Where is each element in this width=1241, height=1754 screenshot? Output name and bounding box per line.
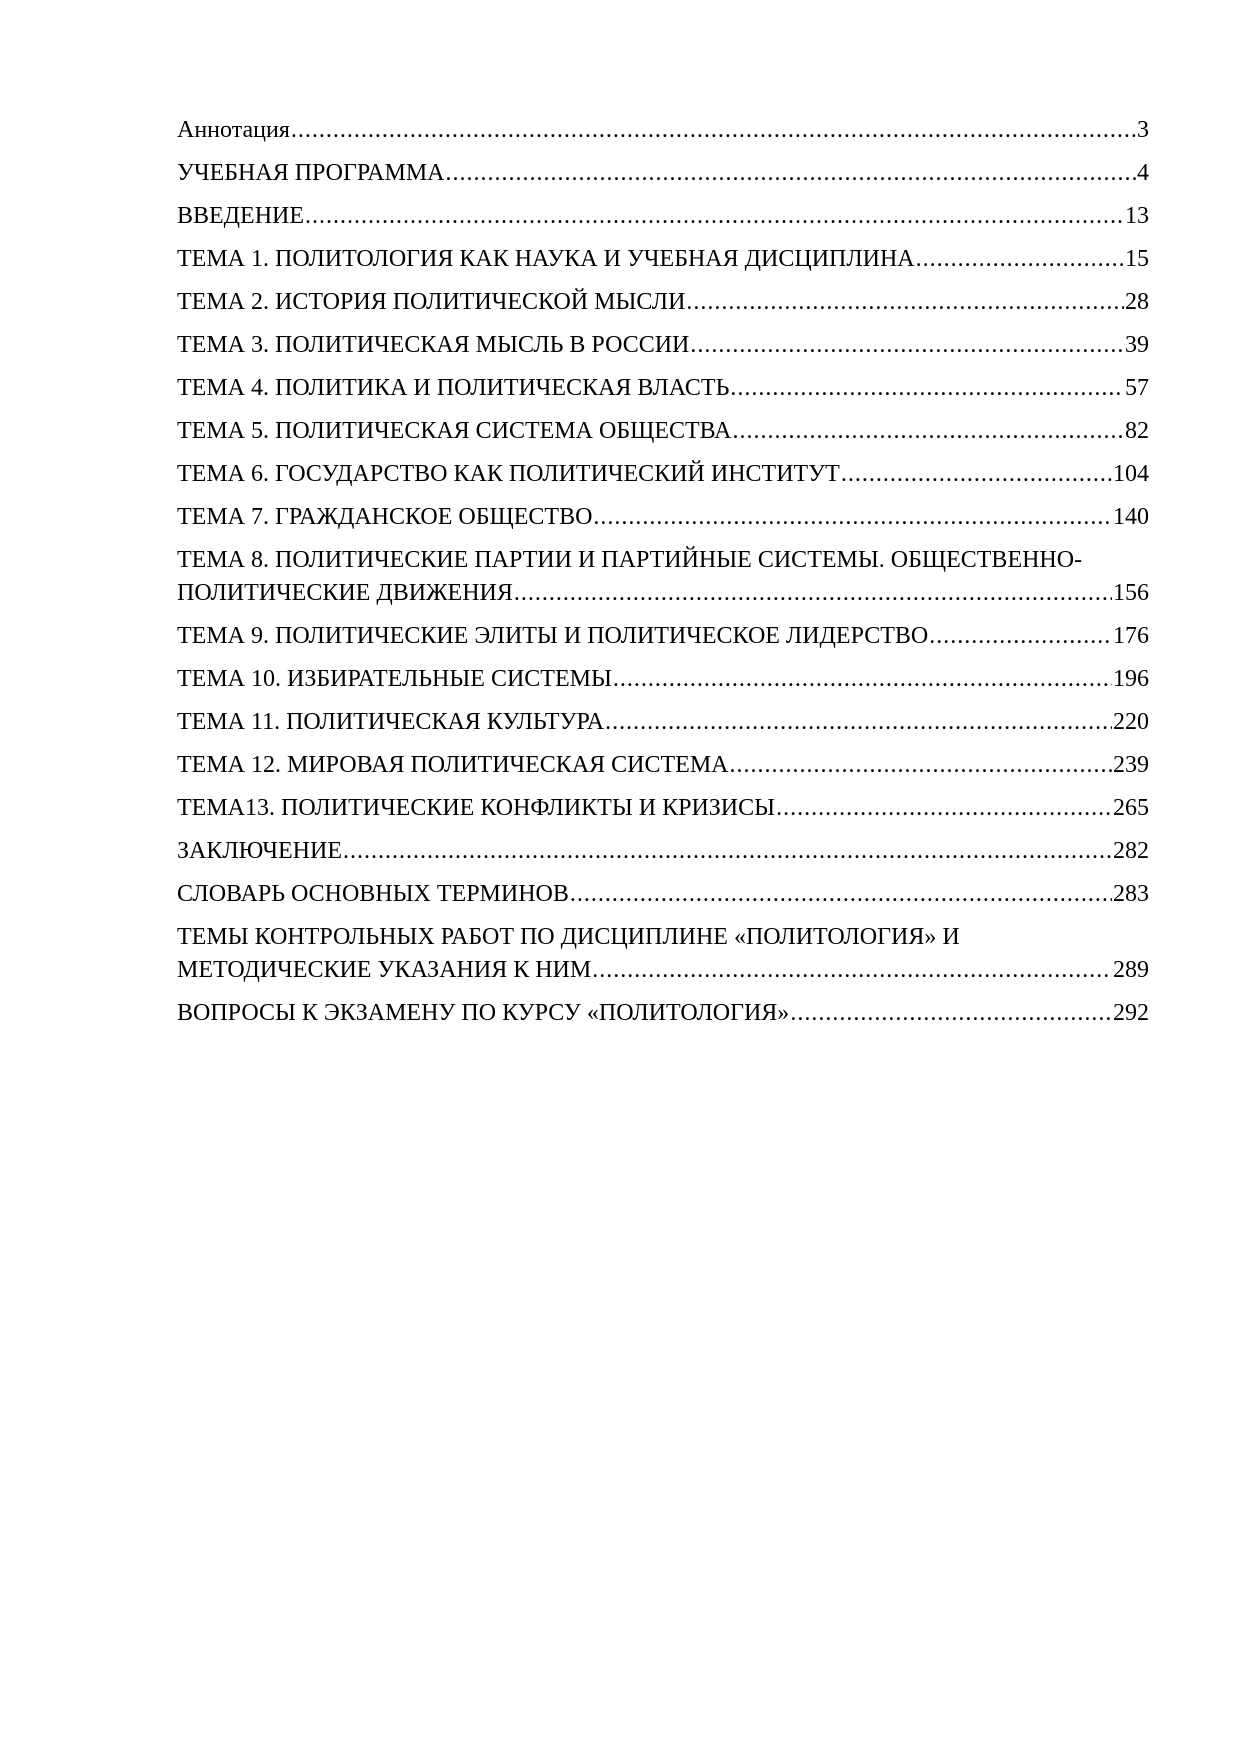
toc-entry-page: 13 xyxy=(1125,203,1149,229)
toc-entry-page: 156 xyxy=(1113,580,1149,606)
toc-dot-leader xyxy=(730,749,1113,782)
toc-entry-conclusion[interactable] xyxy=(177,835,1149,868)
toc-entry-title: ТЕМА 12. МИРОВАЯ ПОЛИТИЧЕСКАЯ СИСТЕМА xyxy=(177,752,729,778)
toc-entry-title: ВВЕДЕНИЕ xyxy=(177,203,305,229)
toc-entry-title: ТЕМА 6. ГОСУДАРСТВО КАК ПОЛИТИЧЕСКИЙ ИНСТИТУТ xyxy=(177,461,840,487)
toc-entry-page: 140 xyxy=(1113,504,1149,530)
toc-entry-annotation[interactable] xyxy=(177,114,1149,147)
toc-entry-topic-12[interactable] xyxy=(177,749,1149,782)
toc-entry-exam-questions[interactable] xyxy=(177,997,1149,1030)
toc-entry-topic-1[interactable] xyxy=(177,243,1149,276)
toc-entry-page: 282 xyxy=(1113,838,1149,864)
toc-entry-topic-10[interactable] xyxy=(177,663,1149,696)
toc-entry-page: 39 xyxy=(1125,332,1149,358)
toc-entry-page: 283 xyxy=(1113,881,1149,907)
toc-entry-page: 4 xyxy=(1137,160,1149,186)
toc-entry-page: 3 xyxy=(1137,117,1149,143)
toc-dot-leader xyxy=(343,835,1112,868)
toc-entry-topic-5[interactable] xyxy=(177,415,1149,448)
toc-entry-title: ТЕМА 1. ПОЛИТОЛОГИЯ КАК НАУКА И УЧЕБНАЯ ДИСЦИПЛИНА xyxy=(177,246,915,272)
toc-entry-control-works[interactable] xyxy=(177,921,1149,987)
toc-entry-page: 15 xyxy=(1125,246,1149,272)
toc-entry-program[interactable] xyxy=(177,157,1149,190)
toc-entry-topic-4[interactable] xyxy=(177,372,1149,405)
toc-dot-leader xyxy=(291,114,1136,147)
toc-entry-title: МЕТОДИЧЕСКИЕ УКАЗАНИЯ К НИМ xyxy=(177,957,592,983)
toc-entry-title: ТЕМА 10. ИЗБИРАТЕЛЬНЫЕ СИСТЕМЫ xyxy=(177,666,612,692)
toc-entry-title: Аннотация xyxy=(177,117,290,143)
toc-entry-title: ЗАКЛЮЧЕНИЕ xyxy=(177,838,342,864)
toc-dot-leader xyxy=(593,501,1112,534)
toc-entry-title-line-1: ТЕМА 8. ПОЛИТИЧЕСКИЕ ПАРТИИ И ПАРТИЙНЫЕ СИСТЕМЫ. ОБЩЕСТВЕННО- xyxy=(177,547,1083,573)
toc-entry-title: ТЕМА 3. ПОЛИТИЧЕСКАЯ МЫСЛЬ В РОССИИ xyxy=(177,332,690,358)
toc-dot-leader xyxy=(776,792,1112,825)
toc-entry-page: 176 xyxy=(1113,623,1149,649)
toc-dot-leader xyxy=(592,954,1112,987)
toc-entry-title: ПОЛИТИЧЕСКИЕ ДВИЖЕНИЯ xyxy=(177,580,513,606)
toc-dot-leader xyxy=(730,372,1124,405)
toc-entry-title: ТЕМА 4. ПОЛИТИКА И ПОЛИТИЧЕСКАЯ ВЛАСТЬ xyxy=(177,375,730,401)
toc-entry-topic-7[interactable] xyxy=(177,501,1149,534)
toc-entry-title-line-1: ТЕМЫ КОНТРОЛЬНЫХ РАБОТ ПО ДИСЦИПЛИНЕ «ПОЛИТОЛОГИЯ» И xyxy=(177,924,960,950)
toc-dot-leader xyxy=(790,997,1112,1030)
toc-entry-topic-8[interactable] xyxy=(177,544,1149,610)
toc-entry-topic-9[interactable] xyxy=(177,620,1149,653)
toc-dot-leader xyxy=(305,200,1124,233)
toc-dot-leader xyxy=(841,458,1112,491)
toc-entry-page: 28 xyxy=(1125,289,1149,315)
toc-entry-page: 57 xyxy=(1125,375,1149,401)
toc-entry-glossary[interactable] xyxy=(177,878,1149,911)
toc-dot-leader xyxy=(446,157,1136,190)
toc-entry-topic-3[interactable] xyxy=(177,329,1149,362)
toc-entry-title: ТЕМА 7. ГРАЖДАНСКОЕ ОБЩЕСТВО xyxy=(177,504,593,530)
toc-entry-title: ТЕМА 11. ПОЛИТИЧЕСКАЯ КУЛЬТУРА xyxy=(177,709,605,735)
toc-entry-title: ТЕМА13. ПОЛИТИЧЕСКИЕ КОНФЛИКТЫ И КРИЗИСЫ xyxy=(177,795,776,821)
toc-dot-leader xyxy=(686,286,1124,319)
toc-entry-topic-2[interactable] xyxy=(177,286,1149,319)
toc-entry-topic-13[interactable] xyxy=(177,792,1149,825)
toc-dot-leader xyxy=(733,415,1125,448)
toc-entry-title: ТЕМА 2. ИСТОРИЯ ПОЛИТИЧЕСКОЙ МЫСЛИ xyxy=(177,289,686,315)
toc-entry-page: 220 xyxy=(1113,709,1149,735)
toc-entry-page: 196 xyxy=(1113,666,1149,692)
toc-entry-page: 292 xyxy=(1113,1000,1149,1026)
toc-entry-title: УЧЕБНАЯ ПРОГРАММА xyxy=(177,160,445,186)
toc-dot-leader xyxy=(570,878,1112,911)
toc-entry-page: 289 xyxy=(1113,957,1149,983)
toc-entry-title: ТЕМА 9. ПОЛИТИЧЕСКИЕ ЭЛИТЫ И ПОЛИТИЧЕСКОЕ ЛИДЕРСТВО xyxy=(177,623,929,649)
toc-entry-page: 104 xyxy=(1113,461,1149,487)
toc-dot-leader xyxy=(613,663,1112,696)
toc-entry-introduction[interactable] xyxy=(177,200,1149,233)
toc-dot-leader xyxy=(690,329,1124,362)
toc-entry-page: 239 xyxy=(1113,752,1149,778)
toc-dot-leader xyxy=(929,620,1112,653)
toc-entry-title: ТЕМА 5. ПОЛИТИЧЕСКАЯ СИСТЕМА ОБЩЕСТВА xyxy=(177,418,732,444)
toc-entry-page: 265 xyxy=(1113,795,1149,821)
table-of-contents xyxy=(177,114,1149,1040)
toc-dot-leader xyxy=(605,706,1112,739)
toc-entry-topic-6[interactable] xyxy=(177,458,1149,491)
toc-dot-leader xyxy=(916,243,1124,276)
toc-entry-page: 82 xyxy=(1125,418,1149,444)
toc-dot-leader xyxy=(514,577,1112,610)
toc-entry-title: ВОПРОСЫ К ЭКЗАМЕНУ ПО КУРСУ «ПОЛИТОЛОГИЯ» xyxy=(177,1000,790,1026)
toc-entry-title: СЛОВАРЬ ОСНОВНЫХ ТЕРМИНОВ xyxy=(177,881,569,907)
toc-entry-topic-11[interactable] xyxy=(177,706,1149,739)
